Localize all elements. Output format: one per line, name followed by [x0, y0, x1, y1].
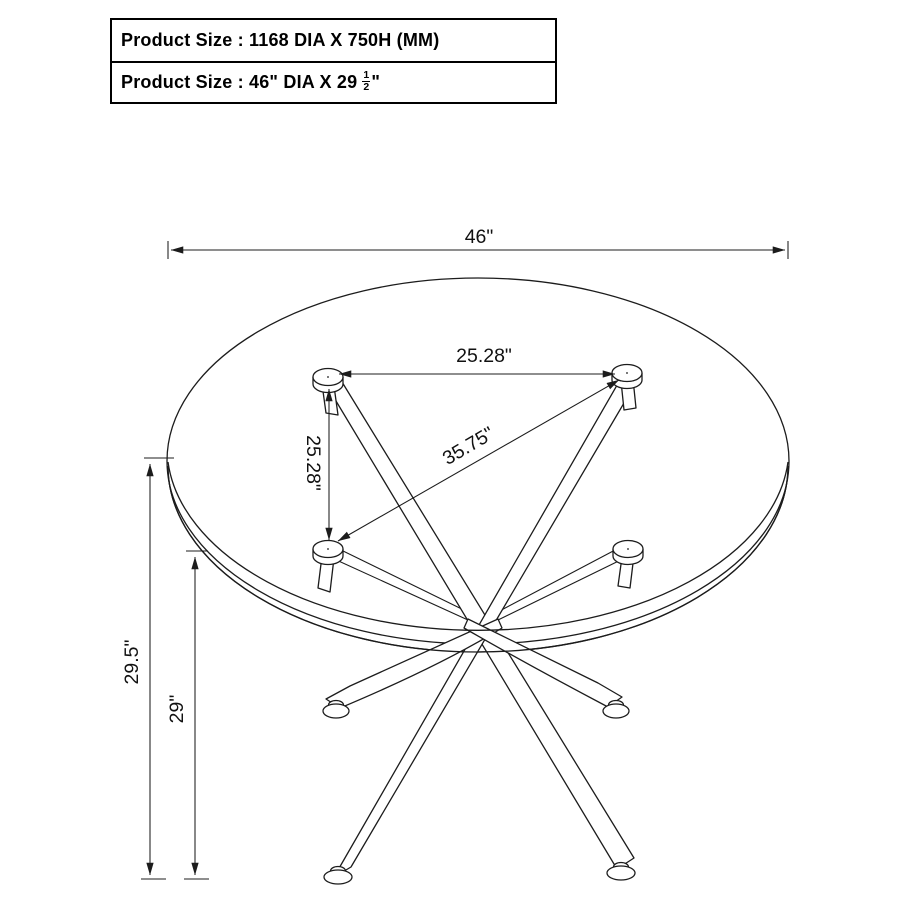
fraction-numerator: 1 — [363, 68, 370, 81]
spec-imperial-suffix: " — [371, 72, 381, 92]
dimension-overall-height — [121, 458, 174, 879]
dimension-top-diameter — [168, 226, 788, 259]
mount-disc-bottom-right — [613, 541, 643, 565]
dimension-underside-height — [166, 551, 209, 879]
mount-disc-bottom-left — [313, 541, 343, 565]
spec-metric-label: Product Size : 1168 DIA X 750H (MM) — [121, 30, 440, 50]
dimension-label-leg-vertical: 25.28" — [302, 435, 324, 491]
spec-imperial-prefix: Product Size : 46" DIA X 29 — [121, 72, 358, 92]
dimension-label-leg-horizontal: 25.28" — [456, 345, 512, 367]
leg-side-right — [464, 619, 622, 707]
dimension-leg-spacing-horizontal — [339, 345, 615, 374]
fraction-denominator: 2 — [363, 81, 370, 93]
dimension-label-leg-diagonal: 35.75" — [438, 422, 499, 470]
foot-glide-back-right — [607, 863, 635, 881]
mount-disc-top-right — [612, 365, 642, 389]
mount-disc-top-left — [313, 369, 343, 393]
dimension-leg-spacing-vertical — [302, 389, 329, 540]
dimension-label-underside-height: 29" — [166, 694, 188, 724]
dimension-label-top-diameter: 46" — [464, 226, 494, 248]
dimension-label-overall-height: 29.5" — [121, 639, 143, 685]
